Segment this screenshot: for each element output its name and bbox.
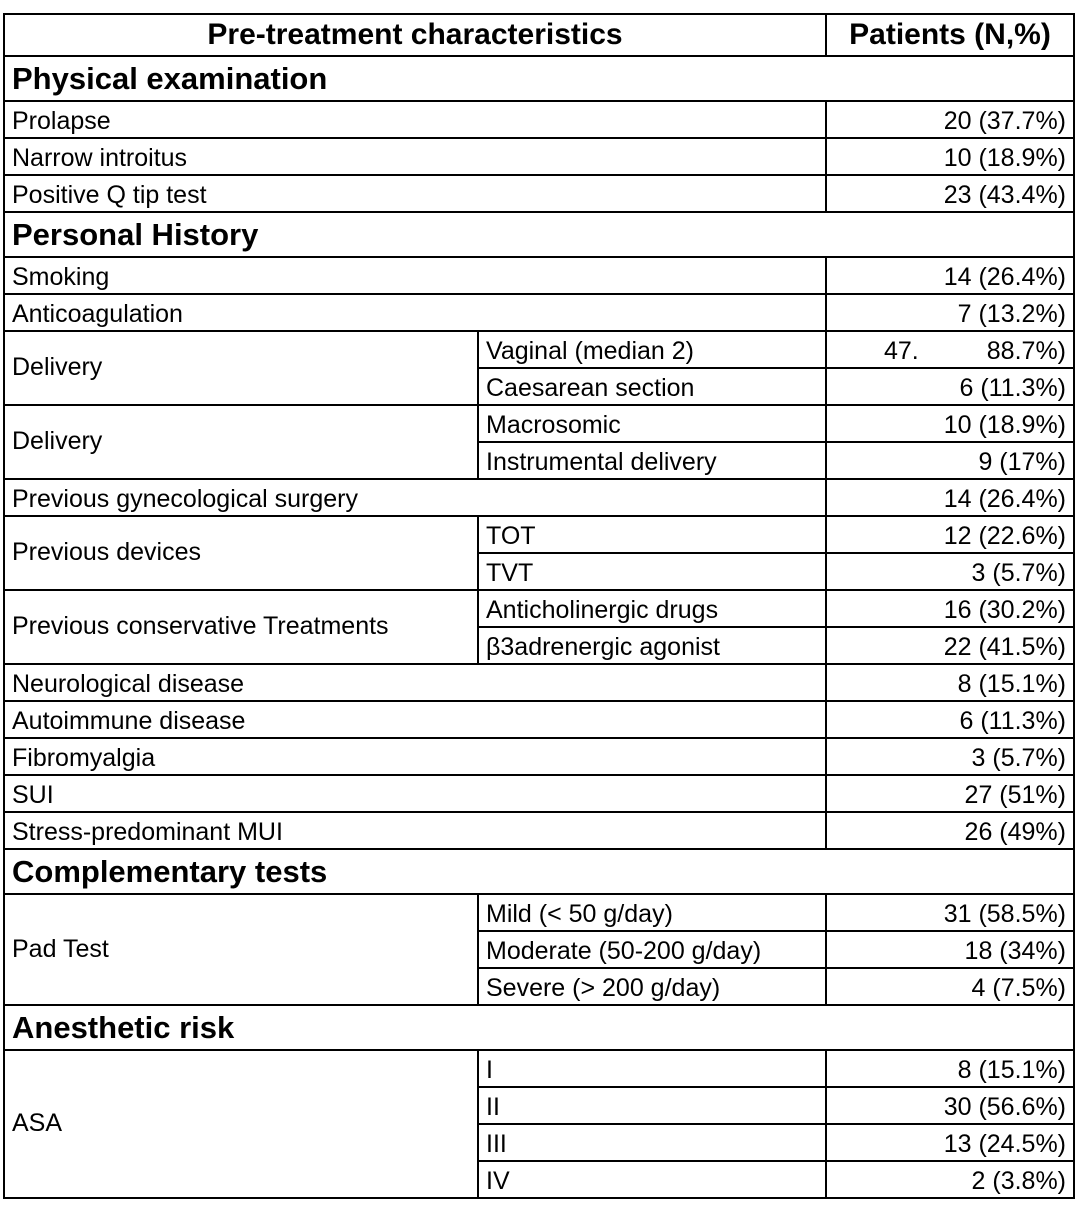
section-personal-history: Personal History xyxy=(4,212,1074,257)
table-row xyxy=(4,1050,1074,1087)
section-row xyxy=(4,849,1074,894)
row-label-sui: SUI xyxy=(4,775,826,812)
table-row xyxy=(4,812,1074,849)
row-value-anticoagulation: 7 (13.2%) xyxy=(826,294,1074,331)
row-value-autoimmune: 6 (11.3%) xyxy=(826,701,1074,738)
row-sublabel-caesarean: Caesarean section xyxy=(478,368,826,405)
row-sublabel-tot: TOT xyxy=(478,516,826,553)
row-label-q-tip-test: Positive Q tip test xyxy=(4,175,826,212)
section-physical-examination: Physical examination xyxy=(4,56,1074,101)
row-label-autoimmune: Autoimmune disease xyxy=(4,701,826,738)
table-row xyxy=(4,664,1074,701)
table-header-row xyxy=(4,14,1074,56)
row-sublabel-asa-i: I xyxy=(478,1050,826,1087)
row-label-previous-devices: Previous devices xyxy=(4,516,478,590)
table-row xyxy=(4,331,1074,368)
row-value-smoking: 14 (26.4%) xyxy=(826,257,1074,294)
row-label-mui: Stress-predominant MUI xyxy=(4,812,826,849)
row-value-macrosomic: 10 (18.9%) xyxy=(826,405,1074,442)
row-label-neurological: Neurological disease xyxy=(4,664,826,701)
row-value-prolapse: 20 (37.7%) xyxy=(826,101,1074,138)
row-sublabel-macrosomic: Macrosomic xyxy=(478,405,826,442)
row-value-asa-iv: 2 (3.8%) xyxy=(826,1161,1074,1198)
row-value-moderate: 18 (34%) xyxy=(826,931,1074,968)
table-row xyxy=(4,294,1074,331)
row-value-tot: 12 (22.6%) xyxy=(826,516,1074,553)
section-row xyxy=(4,56,1074,101)
table-row xyxy=(4,138,1074,175)
section-row xyxy=(4,1005,1074,1050)
section-row xyxy=(4,212,1074,257)
row-value-q-tip-test: 23 (43.4%) xyxy=(826,175,1074,212)
row-value-sui: 27 (51%) xyxy=(826,775,1074,812)
table-row xyxy=(4,257,1074,294)
section-complementary-tests: Complementary tests xyxy=(4,849,1074,894)
table-row xyxy=(4,894,1074,931)
row-value-beta3: 22 (41.5%) xyxy=(826,627,1074,664)
row-value-severe: 4 (7.5%) xyxy=(826,968,1074,1005)
row-value-neurological: 8 (15.1%) xyxy=(826,664,1074,701)
row-value-vaginal-count: 47. xyxy=(884,337,919,365)
row-value-vaginal-percent: 88.7%) xyxy=(986,337,1066,365)
row-sublabel-instrumental: Instrumental delivery xyxy=(478,442,826,479)
section-anesthetic-risk: Anesthetic risk xyxy=(4,1005,1074,1050)
row-sublabel-tvt: TVT xyxy=(478,553,826,590)
row-sublabel-mild: Mild (< 50 g/day) xyxy=(478,894,826,931)
row-value-tvt: 3 (5.7%) xyxy=(826,553,1074,590)
row-value-asa-ii: 30 (56.6%) xyxy=(826,1087,1074,1124)
table-row xyxy=(4,405,1074,442)
table-row xyxy=(4,479,1074,516)
table-row xyxy=(4,775,1074,812)
row-sublabel-moderate: Moderate (50-200 g/day) xyxy=(478,931,826,968)
row-sublabel-asa-ii: II xyxy=(478,1087,826,1124)
table-row xyxy=(4,590,1074,627)
row-label-asa: ASA xyxy=(4,1050,478,1198)
row-sublabel-asa-iii: III xyxy=(478,1124,826,1161)
row-sublabel-severe: Severe (> 200 g/day) xyxy=(478,968,826,1005)
row-sublabel-beta3: β3adrenergic agonist xyxy=(478,627,826,664)
row-value-mui: 26 (49%) xyxy=(826,812,1074,849)
row-value-narrow-introitus: 10 (18.9%) xyxy=(826,138,1074,175)
row-label-delivery: Delivery xyxy=(4,331,478,405)
row-label-anticoagulation: Anticoagulation xyxy=(4,294,826,331)
row-value-asa-i: 8 (15.1%) xyxy=(826,1050,1074,1087)
row-sublabel-asa-iv: IV xyxy=(478,1161,826,1198)
row-sublabel-anticholinergic: Anticholinergic drugs xyxy=(478,590,826,627)
table-row xyxy=(4,516,1074,553)
row-label-delivery: Delivery xyxy=(4,405,478,479)
row-label-pad-test: Pad Test xyxy=(4,894,478,1005)
row-value-mild: 31 (58.5%) xyxy=(826,894,1074,931)
row-label-smoking: Smoking xyxy=(4,257,826,294)
row-value-fibromyalgia: 3 (5.7%) xyxy=(826,738,1074,775)
row-value-caesarean: 6 (11.3%) xyxy=(826,368,1074,405)
header-patients: Patients (N,%) xyxy=(826,14,1074,56)
row-value-instrumental: 9 (17%) xyxy=(826,442,1074,479)
row-value-vaginal xyxy=(826,331,1074,368)
row-sublabel-vaginal: Vaginal (median 2) xyxy=(478,331,826,368)
table-row xyxy=(4,738,1074,775)
row-label-previous-surgery: Previous gynecological surgery xyxy=(4,479,826,516)
table-row xyxy=(4,701,1074,738)
row-value-anticholinergic: 16 (30.2%) xyxy=(826,590,1074,627)
row-label-previous-conservative: Previous conservative Treatments xyxy=(4,590,478,664)
row-label-prolapse: Prolapse xyxy=(4,101,826,138)
table-row xyxy=(4,175,1074,212)
row-label-fibromyalgia: Fibromyalgia xyxy=(4,738,826,775)
table-row xyxy=(4,101,1074,138)
row-value-previous-surgery: 14 (26.4%) xyxy=(826,479,1074,516)
header-characteristics: Pre-treatment characteristics xyxy=(4,14,826,56)
pretreatment-table xyxy=(3,13,1075,1199)
row-label-narrow-introitus: Narrow introitus xyxy=(4,138,826,175)
row-value-asa-iii: 13 (24.5%) xyxy=(826,1124,1074,1161)
